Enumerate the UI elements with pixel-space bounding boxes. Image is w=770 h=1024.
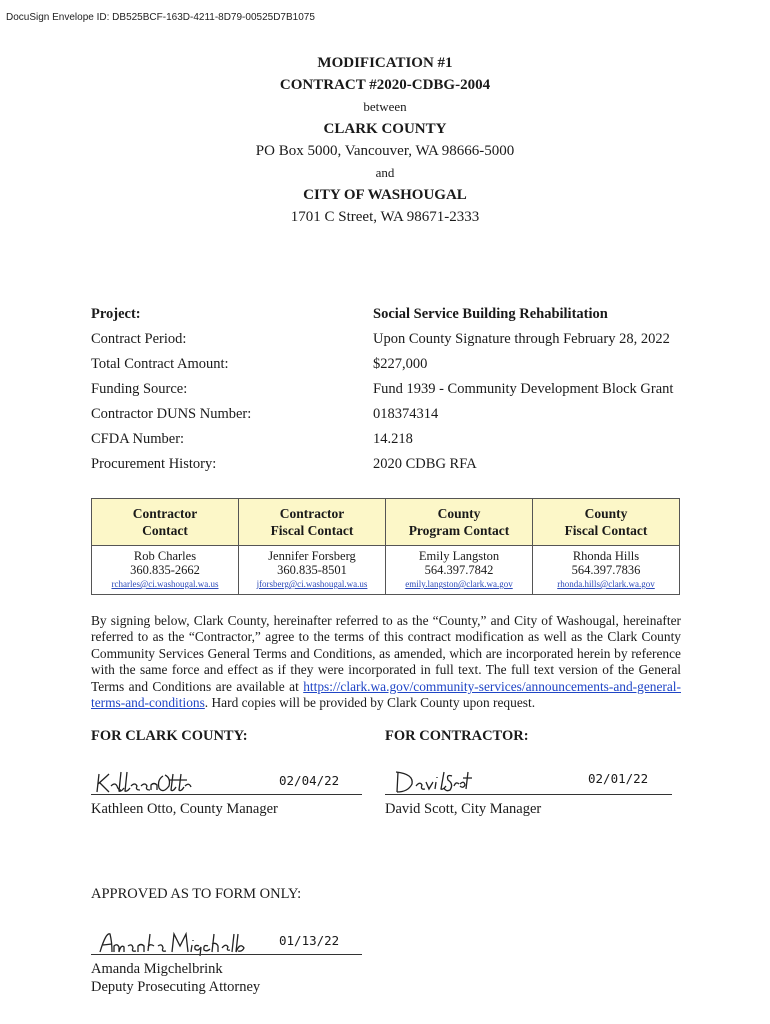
county-heading: FOR CLARK COUNTY: xyxy=(91,728,248,744)
header-line: Fiscal Contact xyxy=(564,523,648,538)
header-line: Fiscal Contact xyxy=(270,523,354,538)
document-header xyxy=(0,52,770,228)
info-row xyxy=(91,452,711,477)
contact-phone: 360.835-2662 xyxy=(130,563,200,577)
info-row xyxy=(91,402,711,427)
party2-name: CITY OF WASHOUGAL xyxy=(303,187,467,203)
contractor-signer-name: David Scott, City Manager xyxy=(385,801,542,817)
docusign-envelope-id: DocuSign Envelope ID: DB525BCF-163D-4211-8D79-00525D7B1075 xyxy=(6,12,315,23)
contact-name: Emily Langston xyxy=(418,549,500,563)
header-line: Contractor xyxy=(132,506,198,521)
contact-cell xyxy=(386,546,533,595)
agreement-paragraph xyxy=(91,613,681,711)
contract-number: CONTRACT #2020-CDBG-2004 xyxy=(279,77,491,93)
info-value: Fund 1939 - Community Development Block Grant xyxy=(373,381,674,397)
attorney-name: Amanda Migchelbrink xyxy=(91,961,223,977)
approved-as-to-form-label: APPROVED AS TO FORM ONLY: xyxy=(91,886,302,902)
info-label: Contractor DUNS Number: xyxy=(91,406,252,422)
contacts-table xyxy=(91,498,680,595)
info-row xyxy=(91,377,711,402)
contact-name: Jennifer Forsberg xyxy=(268,549,356,563)
info-label: Funding Source: xyxy=(91,381,188,397)
info-row xyxy=(91,352,711,377)
contacts-data-row xyxy=(92,546,680,595)
info-row xyxy=(91,302,711,327)
contractor-signature-image xyxy=(392,768,472,796)
attorney-sign-date: 01/13/22 xyxy=(279,933,340,948)
contract-info xyxy=(91,302,711,477)
contractor-signature-line xyxy=(385,793,672,795)
county-signature-line xyxy=(91,793,362,795)
contact-cell xyxy=(92,546,239,595)
contacts-header-cell xyxy=(386,499,533,546)
info-label: CFDA Number: xyxy=(91,431,185,447)
and-text: and xyxy=(375,165,395,180)
header-line: County xyxy=(584,506,628,521)
modification-title: MODIFICATION #1 xyxy=(317,55,453,71)
contact-email-link[interactable]: rcharles@ci.washougal.wa.us xyxy=(111,579,219,589)
party1-address: PO Box 5000, Vancouver, WA 98666-5000 xyxy=(255,143,515,159)
info-value: 14.218 xyxy=(373,431,413,447)
contact-name: Rhonda Hills xyxy=(572,549,640,563)
county-signer-name: Kathleen Otto, County Manager xyxy=(91,801,278,817)
info-label: Total Contract Amount: xyxy=(91,356,229,372)
contact-cell xyxy=(239,546,386,595)
info-value: 2020 CDBG RFA xyxy=(373,456,477,472)
contractor-heading: FOR CONTRACTOR: xyxy=(385,728,529,744)
contact-phone: 564.397.7842 xyxy=(424,563,494,577)
contact-phone: 360.835-8501 xyxy=(277,563,347,577)
header-line: County xyxy=(437,506,481,521)
header-line: Program Contact xyxy=(408,523,510,538)
attorney-signature-line xyxy=(91,953,362,955)
header-line: Contractor xyxy=(279,506,345,521)
terms-link[interactable]: https://clark.wa.gov/community-services/announcements-and-general-terms-and-conditions xyxy=(91,678,681,711)
county-sign-date: 02/04/22 xyxy=(279,773,340,788)
contact-email-link[interactable]: jforsberg@ci.washougal.wa.us xyxy=(256,579,368,589)
attorney-title: Deputy Prosecuting Attorney xyxy=(91,979,261,995)
paragraph-text: By signing below, Clark County, hereinafter referred to as the “County,” and City of Washougal, hereinafter referred to as the “Contractor,” agree to the terms of this contract modification as well as the Clark County Community Services General Terms and Conditions, as amended, which are incorporated herein by reference with the same force and effect as if they were incorporated in full text. The full text version of the General Terms and Conditions are available at xyxy=(91,613,681,694)
info-label: Procurement History: xyxy=(91,456,217,472)
contact-phone: 564.397.7836 xyxy=(571,563,641,577)
contractor-sign-date: 02/01/22 xyxy=(588,771,649,786)
contacts-header-cell xyxy=(239,499,386,546)
info-value: Upon County Signature through February 28, 2022 xyxy=(373,331,670,347)
contacts-header-row xyxy=(92,499,680,546)
info-row xyxy=(91,327,711,352)
between-text: between xyxy=(363,99,407,114)
info-value: $227,000 xyxy=(373,356,428,372)
contacts-header-cell xyxy=(92,499,239,546)
info-label: Contract Period: xyxy=(91,331,187,347)
contact-email-link[interactable]: rhonda.hills@clark.wa.gov xyxy=(557,579,655,589)
contact-name: Rob Charles xyxy=(133,549,197,563)
info-value: Social Service Building Rehabilitation xyxy=(373,306,608,322)
contact-email-link[interactable]: emily.langston@clark.wa.gov xyxy=(405,579,513,589)
info-value: 018374314 xyxy=(373,406,439,422)
contacts-header-cell xyxy=(533,499,680,546)
info-row xyxy=(91,427,711,452)
paragraph-text-end: . Hard copies will be provided by Clark County upon request. xyxy=(204,695,536,711)
party2-address: 1701 C Street, WA 98671-2333 xyxy=(290,209,480,225)
contact-cell xyxy=(533,546,680,595)
party1-name: CLARK COUNTY xyxy=(323,121,447,137)
info-label: Project: xyxy=(91,306,141,322)
header-line: Contact xyxy=(142,523,188,538)
